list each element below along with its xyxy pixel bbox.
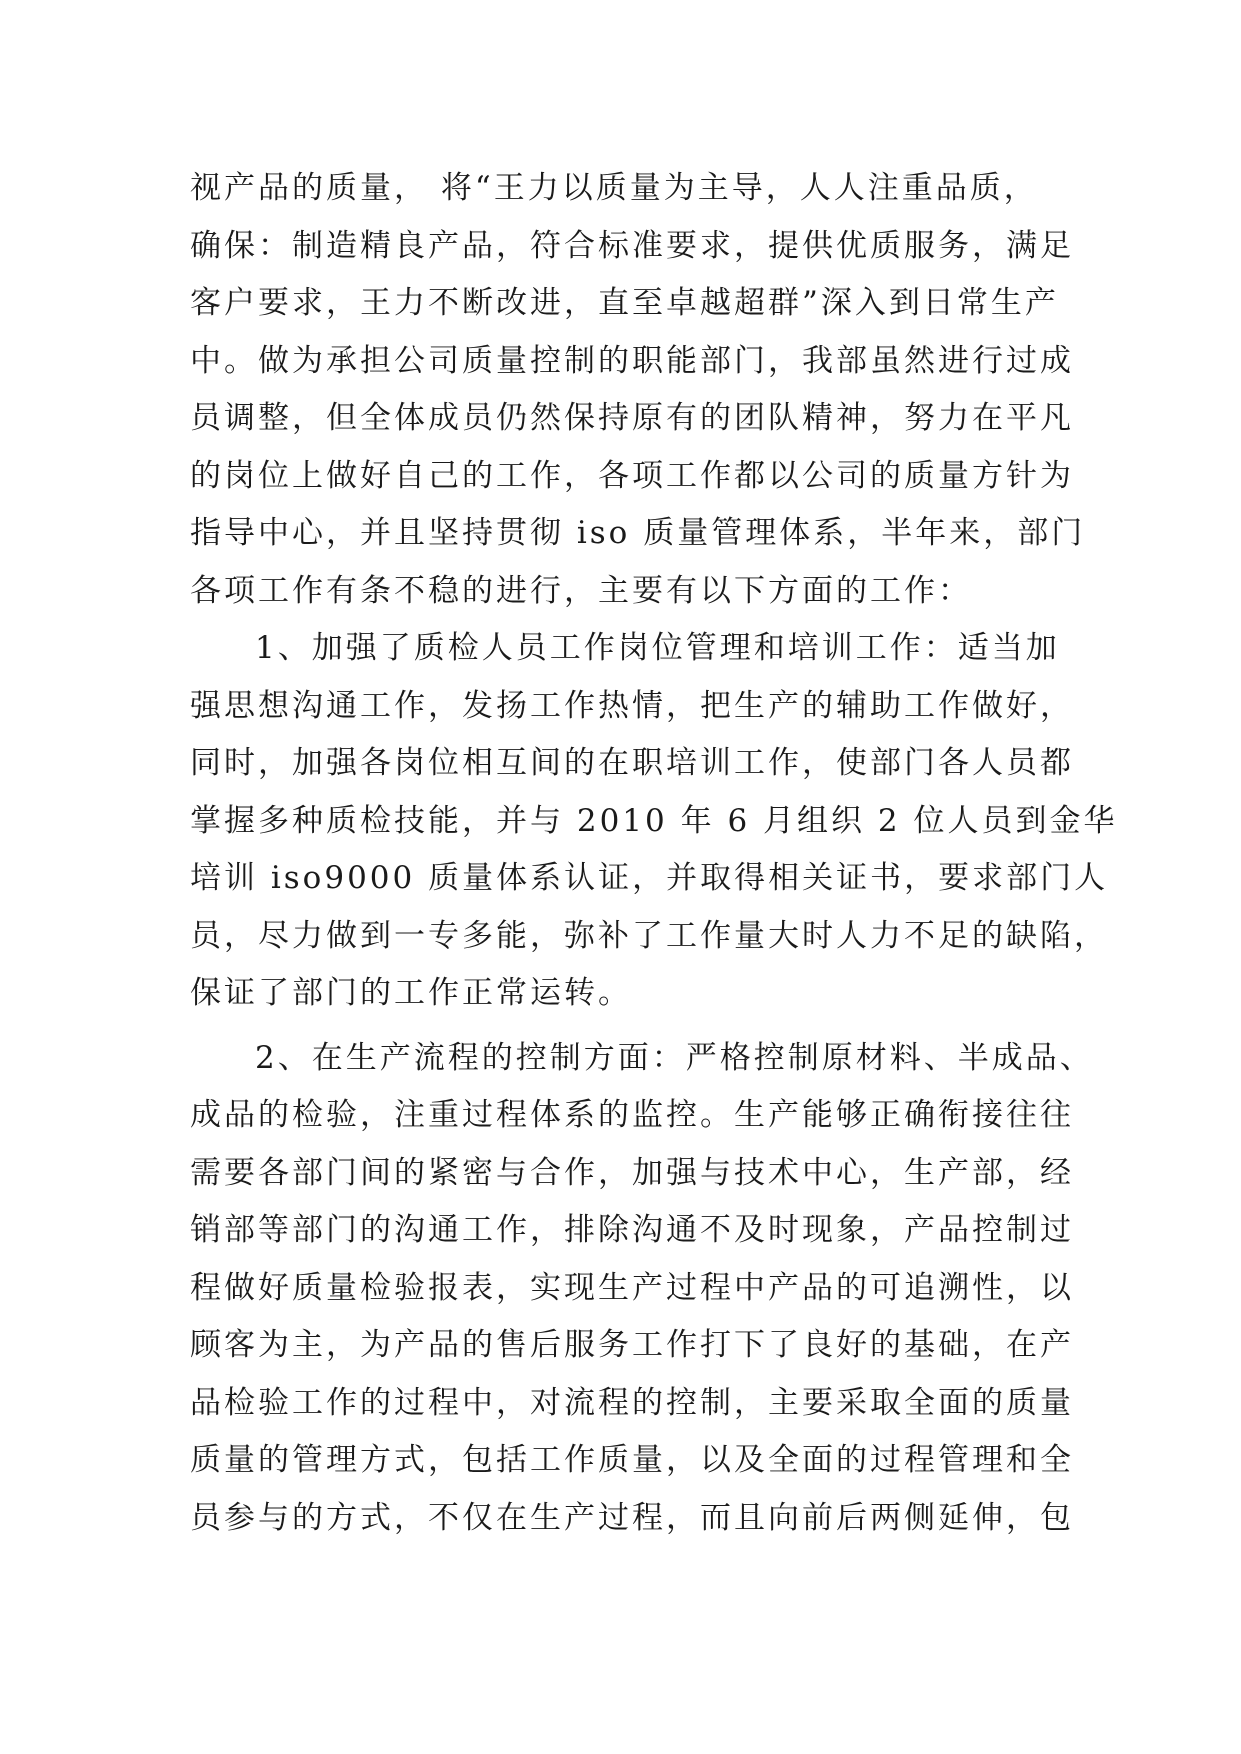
text-line: 的岗位上做好自己的工作，各项工作都以公司的质量方针为 [190, 457, 1074, 494]
text-line: 客户要求，王力不断改进，直至卓越超群”深入到日常生产 [190, 285, 1059, 321]
text-line: 需要各部门间的紧密与合作，加强与技术中心，生产部，经 [190, 1154, 1074, 1191]
text-line: 销部等部门的沟通工作，排除沟通不及时现象，产品控制过 [190, 1212, 1074, 1248]
text-line: 品检验工作的过程中，对流程的控制，主要采取全面的质量 [190, 1384, 1074, 1421]
text-line: 指导中心，并且坚持贯彻 iso 质量管理体系，半年来，部门 [190, 515, 1086, 551]
text-line: 各项工作有条不稳的进行，主要有以下方面的工作： [190, 572, 972, 609]
text-line: 强思想沟通工作，发扬工作热情，把生产的辅助工作做好， [190, 687, 1074, 724]
text-line: 质量的管理方式，包括工作质量，以及全面的过程管理和全 [190, 1442, 1074, 1478]
text-line: 1、加强了质检人员工作岗位管理和培训工作：适当加 [255, 630, 1060, 666]
text-line: 掌握多种质检技能，并与 2010 年 6 月组织 2 位人员到金华 [190, 802, 1118, 839]
text-line: 员，尽力做到一专多能，弥补了工作量大时人力不足的缺陷， [190, 917, 1108, 954]
text-line: 程做好质量检验报表，实现生产过程中产品的可追溯性，以 [190, 1269, 1074, 1306]
paragraph-3 [190, 1030, 1094, 1548]
document-body [190, 160, 1118, 1547]
text-line: 员调整，但全体成员仍然保持原有的团队精神，努力在平凡 [190, 400, 1074, 436]
paragraph-1 [190, 160, 1086, 620]
text-line: 培训 iso9000 质量体系认证，并取得相关证书，要求部门人 [190, 860, 1109, 896]
text-line: 成品的检验，注重过程体系的监控。生产能够正确衔接往往 [190, 1097, 1074, 1133]
paragraph-2 [190, 620, 1118, 1023]
text-line: 同时，加强各岗位相互间的在职培训工作，使部门各人员都 [190, 745, 1074, 781]
text-line: 保证了部门的工作正常运转。 [190, 975, 632, 1011]
text-line: 中。做为承担公司质量控制的职能部门，我部虽然进行过成 [190, 342, 1074, 379]
text-line: 顾客为主，为产品的售后服务工作打下了良好的基础，在产 [190, 1327, 1074, 1363]
text-line: 确保：制造精良产品，符合标准要求，提供优质服务，满足 [190, 227, 1074, 264]
text-line: 2、在生产流程的控制方面：严格控制原材料、半成品、 [255, 1039, 1094, 1076]
text-line: 员参与的方式，不仅在生产过程，而且向前后两侧延伸，包 [190, 1499, 1074, 1536]
paragraph-gap [190, 1023, 1070, 1030]
text-line: 视产品的质量， 将“王力以质量为主导，人人注重品质， [190, 170, 1038, 206]
